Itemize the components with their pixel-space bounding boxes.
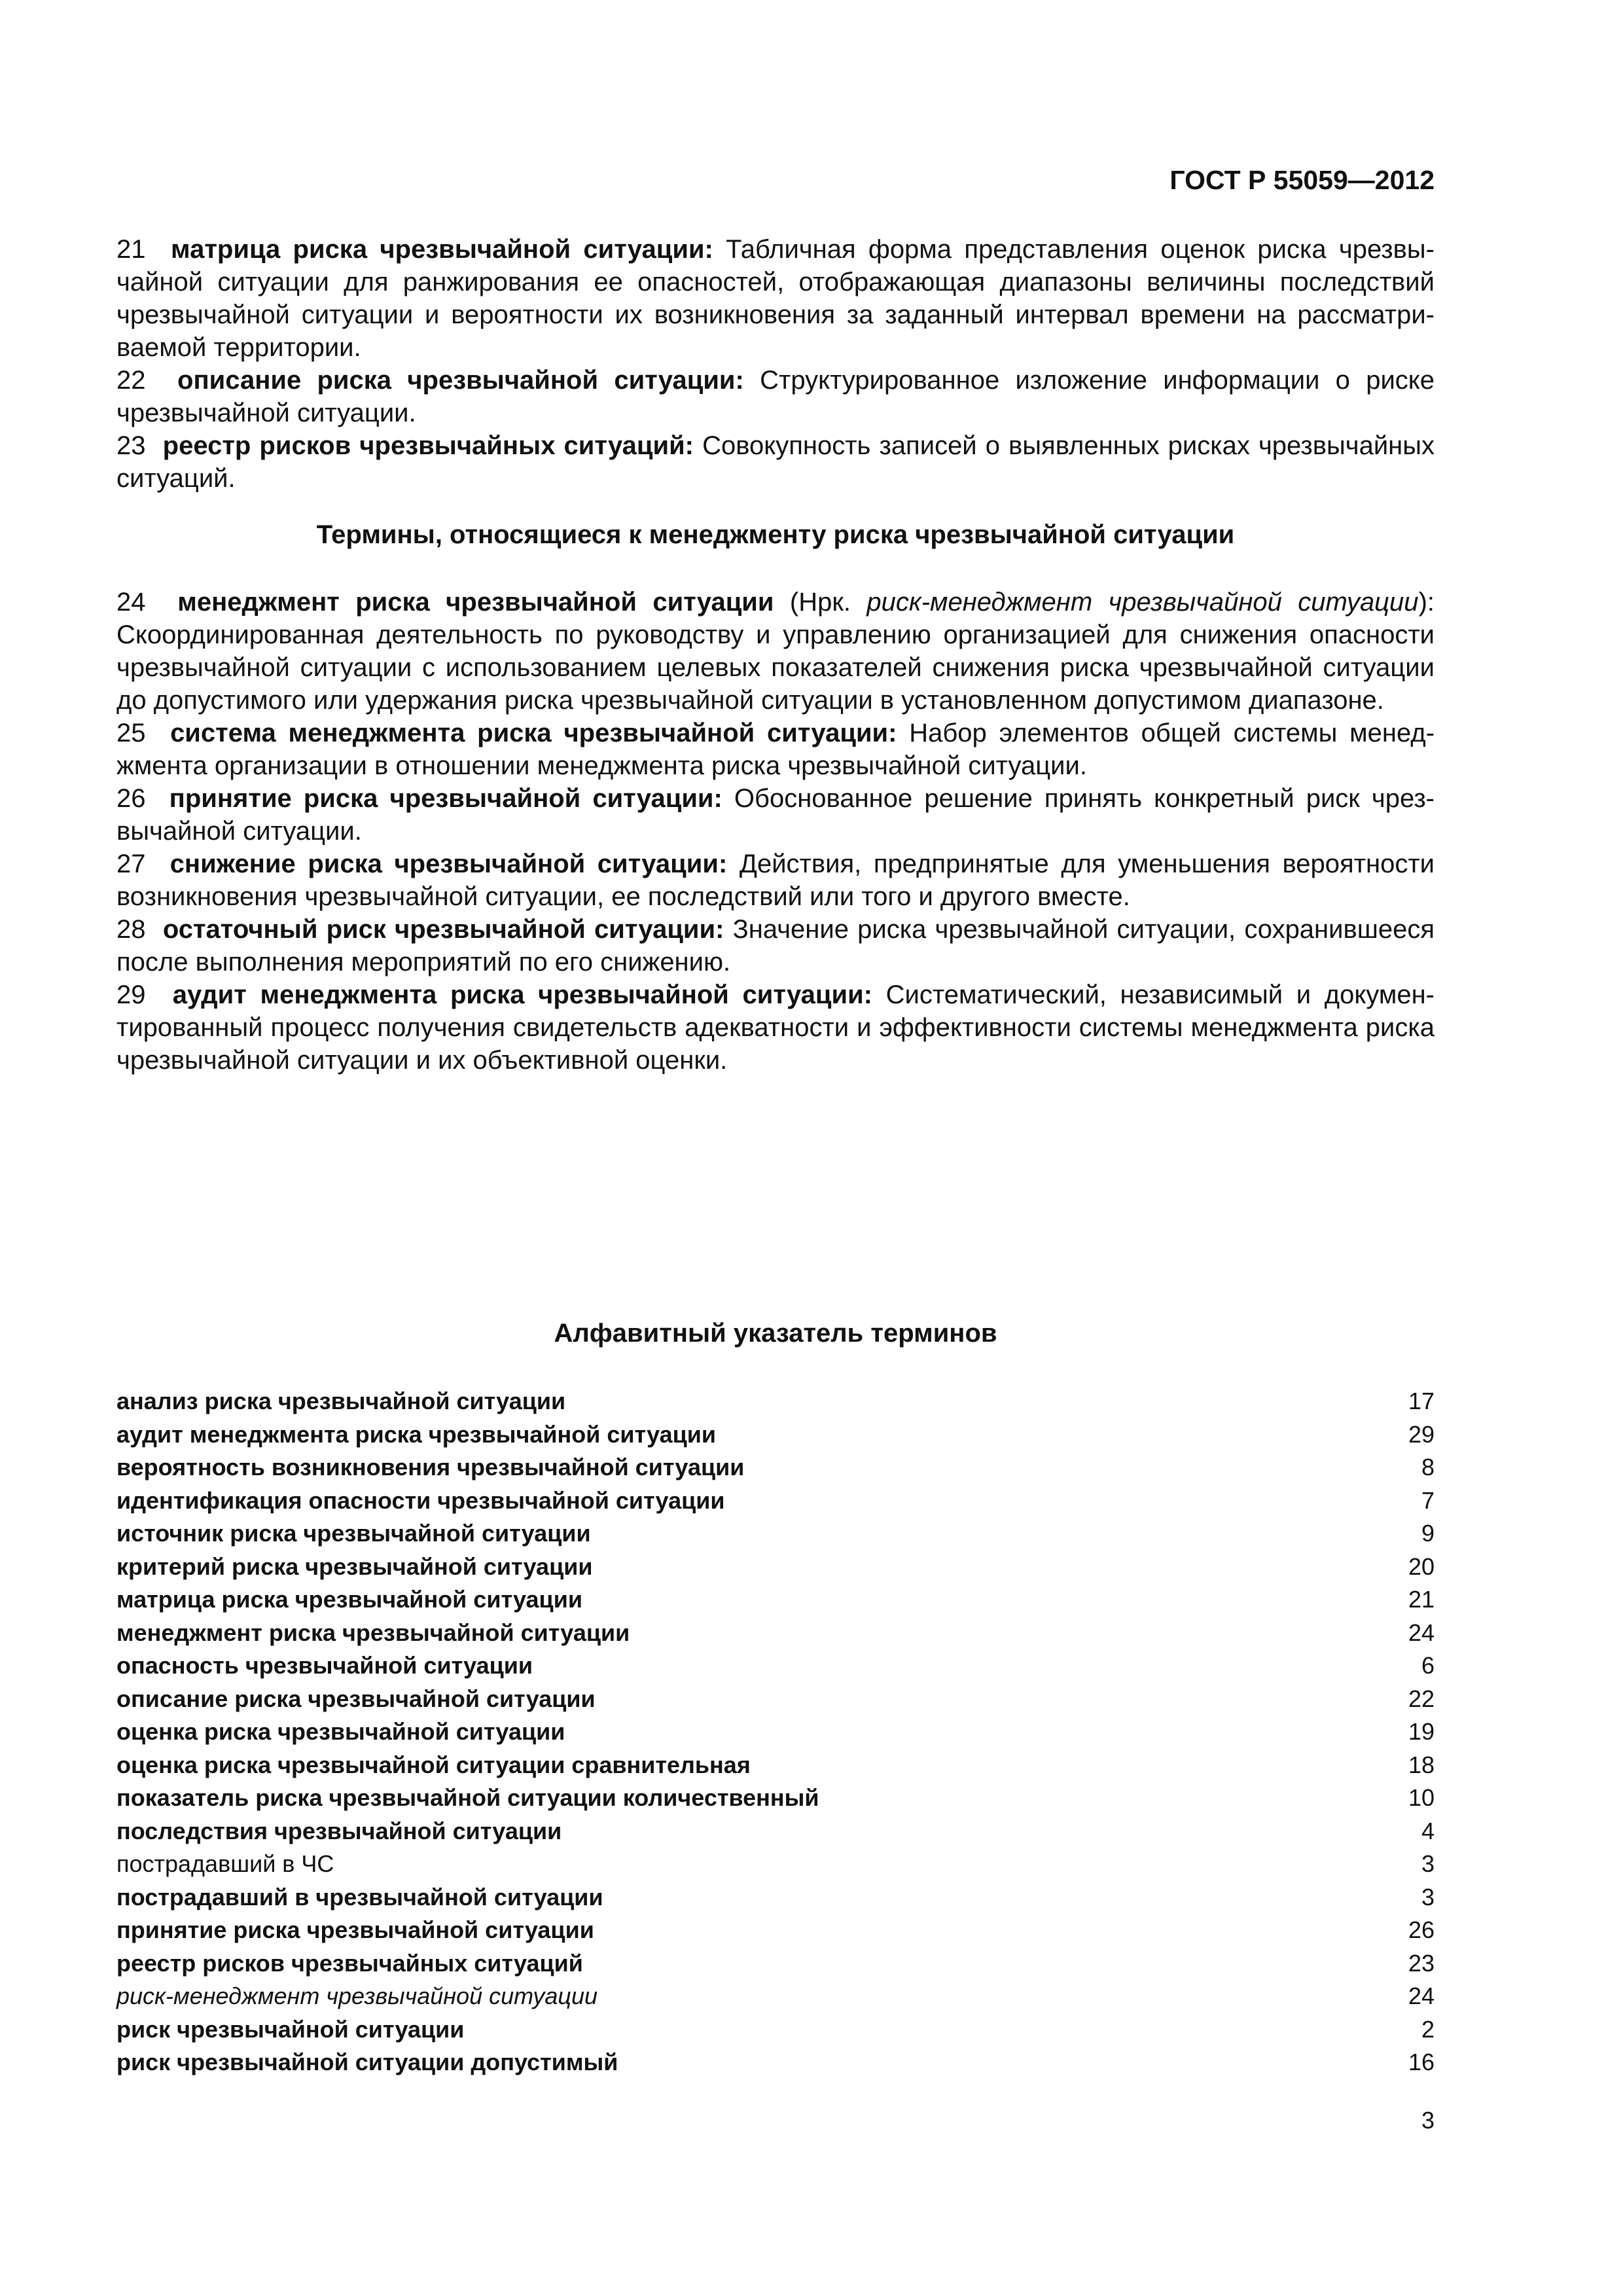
- index-term: пострадавший в ЧС: [116, 1850, 334, 1877]
- term-definition: Табличная форма представления оценок риска чрезвычайной ситуации для ранжирования ее опасностей, отображающая диапазоны величины последствий чрезвычайной ситуации и вероятности их возникновения за заданный интервал времени на рассматриваемой территории.: [116, 235, 1435, 362]
- index-term: принятие риска чрезвычайной ситуации: [116, 1916, 594, 1943]
- index-entry: [116, 1583, 1435, 1617]
- index-term: последствия чрезвычайной ситуации: [116, 1817, 562, 1844]
- term-note-italic: риск-менеджмент чрезвычайной ситуации: [866, 588, 1419, 617]
- term-name: матрица риска чрезвычайной ситуации:: [171, 235, 713, 264]
- index-term-number: 3: [1421, 1850, 1435, 1877]
- term-name: снижение риска чрезвычайной ситуации:: [169, 850, 728, 878]
- index-term-number: 9: [1421, 1520, 1435, 1547]
- term-note-open: (Нрк.: [789, 588, 867, 617]
- index-entry: [116, 1451, 1435, 1484]
- term-entry-23: [116, 429, 1435, 495]
- alphabetical-index-list: [116, 1385, 1435, 2079]
- index-term-number: 16: [1408, 2049, 1435, 2075]
- term-entry-22: [116, 364, 1435, 429]
- index-entry: [116, 1517, 1435, 1551]
- term-definition: Систематический, независимый и документированный процесс получения свидетельств адекватности и эффективности системы менеджмента риска чрезвычайной ситуации и их объективной оценки.: [116, 980, 1435, 1075]
- term-name: система менеджмента риска чрезвычайной ситуации:: [170, 719, 897, 747]
- index-term: оценка риска чрезвычайной ситуации сравнительная: [116, 1751, 751, 1778]
- index-entry: [116, 1715, 1435, 1749]
- index-term: опасность чрезвычайной ситуации: [116, 1652, 533, 1679]
- index-entry: [116, 1782, 1435, 1815]
- index-term-number: 24: [1408, 1982, 1435, 2009]
- alphabetical-index-title: Алфавитный указатель терминов: [554, 1319, 997, 1348]
- term-name: аудит менеджмента риска чрезвычайной ситуации:: [172, 980, 873, 1009]
- term-name: остаточный риск чрезвычайной ситуации:: [162, 915, 724, 944]
- index-entry: [116, 1683, 1435, 1716]
- index-term: риск чрезвычайной ситуации допустимый: [116, 2049, 618, 2075]
- term-number: 26: [116, 784, 146, 813]
- term-definition: Скоординированная деятельность по руководству и управлению организацией для снижения опасности чрезвычайной ситуации с использованием целевых показателей снижения риска чрезвычайной ситуации до допустимого или удержания риска чрезвычайной ситуации в установленном допустимом диапазоне.: [116, 620, 1435, 715]
- term-definition: Совокупность записей о выявленных рисках чрезвычайных ситуаций.: [116, 431, 1435, 493]
- document-page: [116, 0, 1435, 2296]
- term-number: 25: [116, 719, 146, 747]
- index-term: менеджмент риска чрезвычайной ситуации: [116, 1619, 630, 1646]
- term-definition: Обоснованное решение принять конкретный риск чрезвычайной ситуации.: [116, 784, 1435, 846]
- index-term: показатель риска чрезвычайной ситуации количественный: [116, 1784, 819, 1811]
- term-number: 24: [116, 588, 146, 617]
- term-number: 21: [116, 235, 146, 264]
- term-number: 22: [116, 366, 146, 395]
- term-definition: Структурированное изложение информации о риске чрезвычайной ситуации.: [116, 366, 1435, 427]
- index-entry: [116, 1385, 1435, 1418]
- term-note-close: ):: [1418, 588, 1435, 617]
- term-entry-27: [116, 848, 1435, 913]
- index-term: анализ риска чрезвычайной ситуации: [116, 1388, 566, 1414]
- index-term: вероятность возникновения чрезвычайной ситуации: [116, 1454, 745, 1480]
- index-term: пострадавший в чрезвычайной ситуации: [116, 1883, 603, 1910]
- terms-group-risk-description: [116, 233, 1435, 495]
- term-entry-21: [116, 233, 1435, 364]
- index-term: оценка риска чрезвычайной ситуации: [116, 1718, 565, 1745]
- term-entry-28: [116, 913, 1435, 978]
- index-entry: [116, 1881, 1435, 1914]
- index-entry: [116, 2013, 1435, 2047]
- index-term-number: 21: [1408, 1586, 1435, 1613]
- term-name: принятие риска чрезвычайной ситуации:: [169, 784, 722, 813]
- index-term: риск чрезвычайной ситуации: [116, 2015, 465, 2043]
- term-number: 27: [116, 850, 146, 878]
- term-name: реестр рисков чрезвычайных ситуаций:: [162, 431, 694, 460]
- index-entry: [116, 1815, 1435, 1848]
- index-entry: [116, 1649, 1435, 1683]
- term-definition: Значение риска чрезвычайной ситуации, сохранившееся после выполнения мероприятий по его снижению.: [116, 915, 1435, 977]
- term-definition: Набор элементов общей системы менеджмента организации в отношении менеджмента риска чрезвычайной ситуации.: [116, 719, 1435, 780]
- index-term-number: 29: [1408, 1420, 1435, 1448]
- index-term-number: 23: [1408, 1949, 1435, 1977]
- term-definition: Действия, предпринятые для уменьшения вероятности возникновения чрезвычайной ситуации, ее последствий или того и другого вместе.: [116, 850, 1435, 911]
- index-term-number: 7: [1421, 1486, 1435, 1514]
- index-term: описание риска чрезвычайной ситуации: [116, 1685, 596, 1712]
- index-term: идентификация опасности чрезвычайной ситуации: [116, 1486, 725, 1514]
- index-entry: [116, 1848, 1435, 1881]
- term-number: 29: [116, 980, 146, 1009]
- terms-group-risk-management: [116, 586, 1435, 1077]
- index-term-number: 19: [1408, 1718, 1435, 1745]
- index-term-number: 3: [1421, 1883, 1435, 1910]
- index-term-number: 24: [1408, 1619, 1435, 1646]
- term-name: менеджмент риска чрезвычайной ситуации: [177, 588, 774, 617]
- index-term-number: 2: [1421, 2015, 1435, 2043]
- index-entry: [116, 1914, 1435, 1947]
- index-term: аудит менеджмента риска чрезвычайной ситуации: [116, 1420, 717, 1448]
- index-term-number: 18: [1408, 1751, 1435, 1778]
- term-number: 28: [116, 915, 146, 944]
- index-entry: [116, 1484, 1435, 1518]
- index-term: критерий риска чрезвычайной ситуации: [116, 1552, 593, 1580]
- index-term: матрица риска чрезвычайной ситуации: [116, 1586, 582, 1613]
- index-entry: [116, 2046, 1435, 2079]
- index-term-number: 26: [1408, 1916, 1435, 1943]
- index-term-number: 22: [1408, 1685, 1435, 1712]
- index-term-number: 4: [1421, 1817, 1435, 1844]
- index-term: риск-менеджмент чрезвычайной ситуации: [116, 1982, 598, 2009]
- term-number: 23: [116, 431, 146, 460]
- index-entry: [116, 1749, 1435, 1782]
- term-entry-29: [116, 978, 1435, 1077]
- index-entry: [116, 1947, 1435, 1981]
- index-term-number: 10: [1408, 1784, 1435, 1811]
- index-entry: [116, 1418, 1435, 1452]
- term-entry-25: [116, 717, 1435, 782]
- index-entry: [116, 1551, 1435, 1584]
- index-entry: [116, 1980, 1435, 2013]
- index-term: источник риска чрезвычайной ситуации: [116, 1520, 591, 1547]
- index-term-number: 8: [1421, 1454, 1435, 1480]
- term-name: описание риска чрезвычайной ситуации:: [177, 366, 744, 395]
- index-term-number: 17: [1408, 1388, 1435, 1414]
- index-term-number: 20: [1408, 1552, 1435, 1580]
- index-term-number: 6: [1421, 1652, 1435, 1679]
- index-entry: [116, 1617, 1435, 1650]
- term-entry-26: [116, 782, 1435, 848]
- term-entry-24: [116, 586, 1435, 717]
- document-id-header: ГОСТ Р 55059—2012: [1169, 165, 1435, 195]
- index-term: реестр рисков чрезвычайных ситуаций: [116, 1949, 583, 1977]
- page-number: 3: [1421, 2107, 1435, 2134]
- section-heading: Термины, относящиеся к менеджменту риска чрезвычайной ситуации: [316, 520, 1235, 549]
